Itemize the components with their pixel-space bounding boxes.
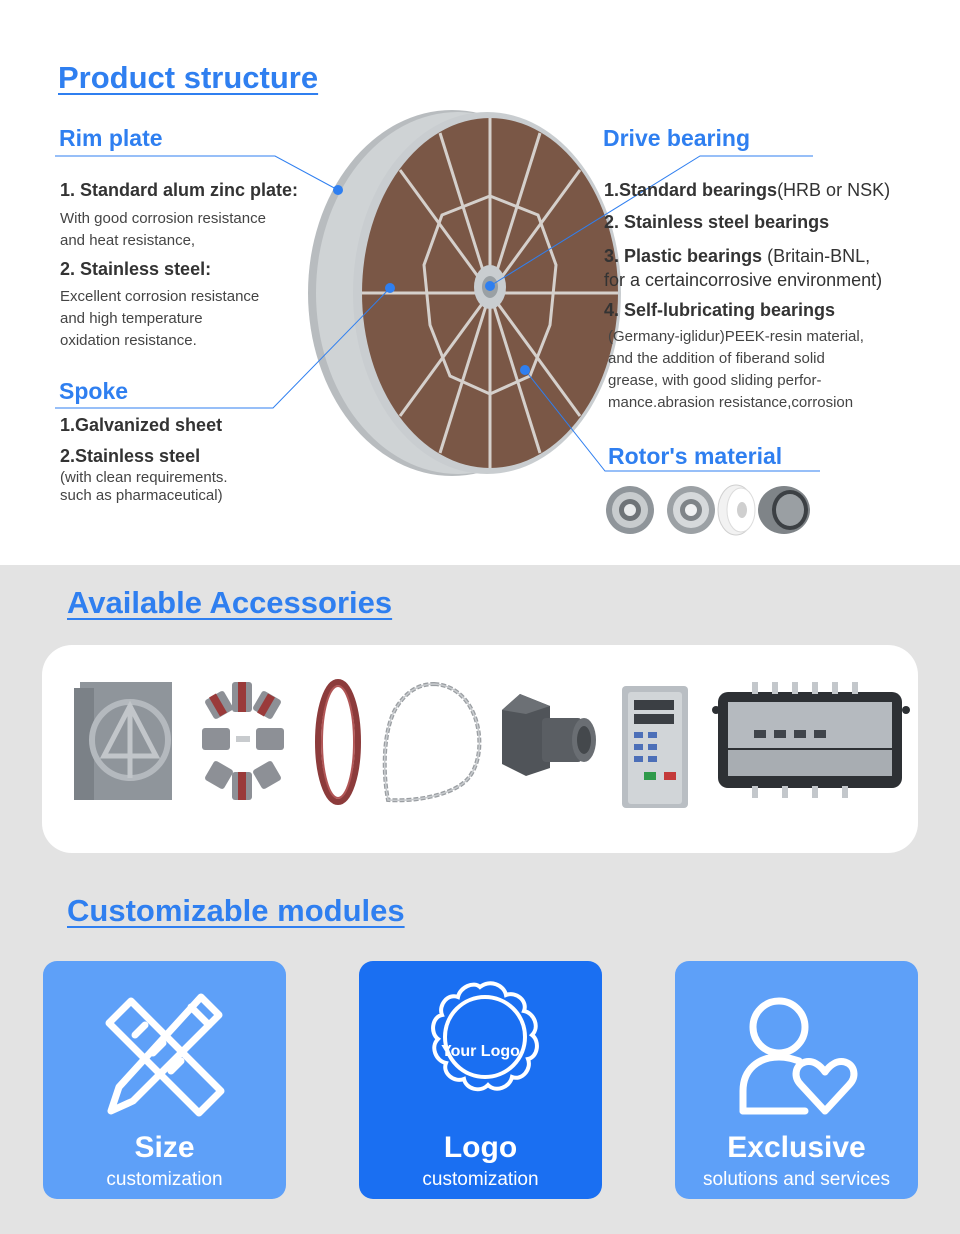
drive-item3 — [604, 246, 870, 267]
drive-item1-title: 1.Standard bearings — [604, 180, 778, 200]
module-card-exclusive — [675, 961, 918, 1199]
drive-item1 — [604, 180, 890, 201]
ruler-pencil-icon — [43, 961, 286, 1131]
module-size-title: Size — [134, 1131, 195, 1164]
spoke-item2: 2.Stainless steel — [60, 446, 201, 466]
rim-item2-desc — [60, 286, 259, 352]
product-structure-title: Product structure — [58, 60, 319, 95]
control-panel-icon — [620, 684, 690, 810]
rim-item1-desc-line1: With good corrosion resistance — [60, 210, 266, 227]
spoke-item2-desc — [60, 469, 228, 505]
rotor-frame-icon — [72, 678, 176, 804]
bearing-steel-icon — [606, 486, 654, 534]
module-card-size — [43, 961, 286, 1199]
rim-item1-desc — [60, 208, 266, 252]
drive-item3-line2-text: for a certaincorrosive environment) — [604, 270, 883, 290]
control-box-icon — [712, 680, 910, 800]
module-card-logo — [359, 961, 602, 1199]
spoke-heading: Spoke — [59, 378, 129, 404]
rim-plate-heading: Rim plate — [59, 125, 163, 151]
bearing-images — [606, 485, 810, 535]
drive-bearing-heading: Drive bearing — [603, 125, 750, 151]
spoke-item1: 1.Galvanized sheet — [60, 415, 223, 435]
rim-item2-desc-line3: oxidation resistance. — [60, 332, 197, 349]
spoke-item2-desc-line2: such as pharmaceutical) — [60, 487, 223, 504]
module-exclusive-subtitle: solutions and services — [703, 1169, 890, 1190]
rim-item2-desc-line1: Excellent corrosion resistance — [60, 288, 260, 305]
spoke-item2-desc-line1: (with clean requirements. — [60, 469, 228, 486]
drive-item4-desc-line2: and the addition of fiberand solid — [608, 350, 825, 367]
bearing-stainless-icon — [667, 486, 715, 534]
module-logo-subtitle: customization — [422, 1169, 539, 1190]
drive-item4-desc-line3: grease, with good sliding perfor- — [608, 372, 822, 389]
bearing-plastic-icon — [718, 485, 755, 535]
module-size-subtitle: customization — [106, 1169, 223, 1190]
drive-item4-desc-line4: mance.abrasion resistance,corrosion — [608, 394, 854, 411]
drive-item1-note: (HRB or NSK) — [777, 180, 891, 200]
bearing-bushing-icon — [758, 486, 810, 534]
module-exclusive-title: Exclusive — [727, 1131, 866, 1164]
drive-item4: 4. Self-lubricating bearings — [604, 300, 836, 320]
user-heart-icon — [675, 961, 918, 1131]
module-logo-title: Logo — [443, 1131, 518, 1164]
drive-item3-note: (Britain-BNL, — [762, 246, 871, 266]
drive-item2: 2. Stainless steel bearings — [604, 212, 830, 232]
chain-icon — [378, 678, 490, 806]
modules-title: Customizable modules — [67, 893, 405, 928]
drive-item3-line2 — [604, 270, 882, 291]
rim-item1-title: 1. Standard alum zinc plate: — [60, 180, 299, 200]
rotor-material-heading: Rotor's material — [608, 443, 783, 469]
rim-item1-desc-line2: and heat resistance, — [60, 232, 196, 249]
segmented-seal-icon — [198, 678, 288, 804]
rim-item2-title: 2. Stainless steel: — [60, 259, 212, 279]
gear-motor-icon — [498, 684, 602, 778]
drive-belt-icon — [312, 678, 364, 806]
logo-badge-text: Your Logo — [441, 1043, 520, 1060]
rim-item2-desc-line2: and high temperature — [60, 310, 203, 327]
drive-item4-desc-line1: (Germany-iglidur)PEEK-resin material, — [608, 328, 864, 345]
drive-item4-desc — [608, 326, 864, 414]
drive-item3-title: 3. Plastic bearings — [604, 246, 763, 266]
accessories-title: Available Accessories — [67, 585, 393, 620]
